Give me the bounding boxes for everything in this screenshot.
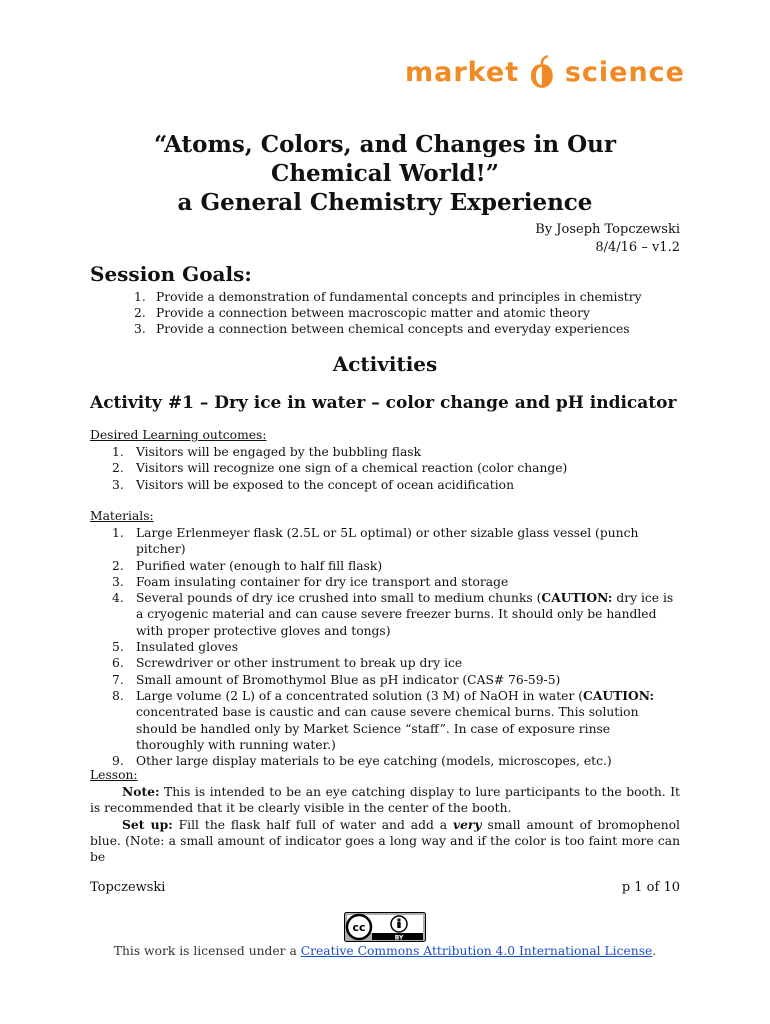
session-goals-heading: Session Goals:	[90, 262, 252, 286]
list-item: 1. Visitors will be engaged by the bubbling flask	[112, 445, 422, 459]
list-item: 8. Large volume (2 L) of a concentrated solution (3 M) of NaOH in water (CAUTION: concentrated base is caustic and can cause severe chemical burns. This solution should be handled only by Market Science “staff”. In case of exposure rinse thoroughly with running water.)	[112, 687, 655, 752]
by-text: BY	[394, 934, 404, 942]
footer-author: Topczewski	[90, 880, 166, 895]
logo-text-science: science	[564, 56, 685, 88]
list-item: 1. Large Erlenmeyer flask (2.5L or 5L optimal) or other sizable glass vessel (punch pitcher)	[112, 526, 639, 557]
date-version: 8/4/16 – v1.2	[595, 240, 680, 255]
materials-heading: Materials:	[90, 509, 154, 523]
list-item: 2. Provide a connection between macroscopic matter and atomic theory	[134, 306, 590, 320]
cc-text: cc	[352, 921, 366, 934]
title-line-3: a General Chemistry Experience	[177, 189, 593, 216]
materials-list	[112, 525, 682, 769]
list-item: 2. Visitors will recognize one sign of a chemical reaction (color change)	[112, 461, 568, 476]
outcomes-list	[112, 444, 567, 493]
list-item: 5. Insulated gloves	[112, 640, 239, 655]
cc-by-license-icon[interactable]	[344, 912, 426, 942]
lesson-body	[90, 784, 680, 865]
session-goals-list	[134, 289, 642, 337]
outcomes-heading: Desired Learning outcomes:	[90, 428, 267, 442]
title-line-1: “Atoms, Colors, and Changes in Our	[154, 131, 616, 158]
list-item: 1. Provide a demonstration of fundamental concepts and principles in chemistry	[134, 290, 642, 304]
lesson-note-paragraph: Note: This is intended to be an eye catching display to lure participants to the booth. It is recommended that it be clearly visible in the center of the booth.	[90, 784, 680, 816]
list-item: 3. Provide a connection between chemical concepts and everyday experiences	[134, 322, 630, 336]
list-item: 4. Several pounds of dry ice crushed into small to medium chunks (CAUTION: dry ice is a cryogenic material and can cause severe freezer burns. It should only be handled with proper protective gloves and tongs)	[112, 590, 674, 638]
lesson-setup-paragraph: Set up: Fill the flask half full of water and add a very small amount of bromophenol blue. (Note: a small amount of indicator goes a long way and if the color is too faint more can be	[90, 816, 680, 865]
author-byline: By Joseph Topczewski	[535, 222, 680, 237]
license-link[interactable]: Creative Commons Attribution 4.0 International License	[300, 944, 653, 958]
list-item: 3. Visitors will be exposed to the concept of ocean acidification	[112, 477, 514, 492]
activities-heading: Activities	[332, 352, 438, 376]
title-line-2: Chemical World!”	[271, 160, 499, 187]
lesson-heading: Lesson:	[90, 768, 138, 782]
list-item: 7. Small amount of Bromothymol Blue as pH indicator (CAS# 76-59-5)	[112, 672, 561, 687]
market-science-logo	[405, 52, 685, 92]
activity-1-heading: Activity #1 – Dry ice in water – color change and pH indicator	[90, 393, 677, 413]
list-item: 6. Screwdriver or other instrument to break up dry ice	[112, 656, 463, 671]
apple-logo-icon	[529, 55, 555, 89]
author-block	[535, 221, 680, 257]
license-notice: This work is licensed under a Creative Commons Attribution 4.0 International License.	[113, 944, 657, 958]
list-item: 3. Foam insulating container for dry ice transport and storage	[112, 574, 509, 589]
list-item: 2. Purified water (enough to half fill flask)	[112, 558, 383, 573]
logo-text-market: market	[405, 56, 520, 88]
list-item: 9. Other large display materials to be eye catching (models, microscopes, etc.)	[112, 754, 612, 769]
page-number: p 1 of 10	[621, 880, 680, 895]
document-title	[0, 130, 770, 217]
